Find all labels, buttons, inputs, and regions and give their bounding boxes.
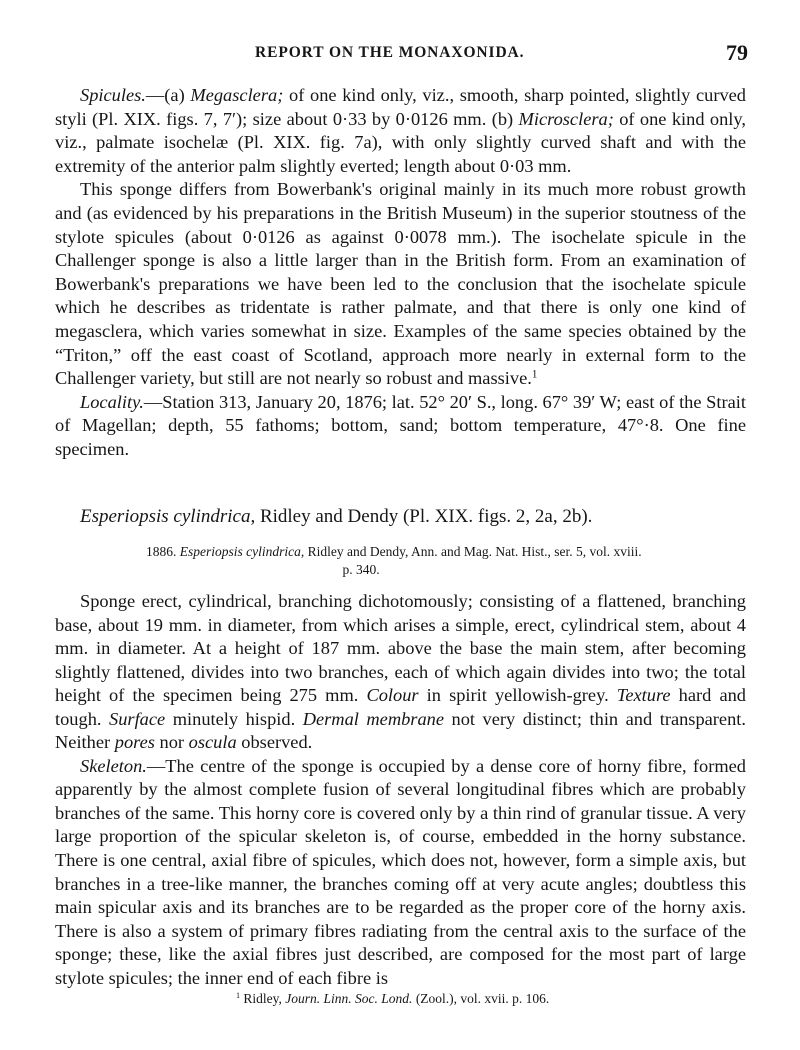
oscula-label: oscula	[188, 732, 237, 753]
texture-text: hard and tough.	[55, 685, 746, 729]
nor-text: nor	[154, 732, 189, 753]
description-paragraph	[55, 590, 746, 755]
footnote-rest: (Zool.), vol. xvii. p. 106.	[412, 991, 550, 1006]
surface-label: Surface	[109, 708, 166, 729]
dermal-text: not very distinct; thin and transparent. Neither	[55, 708, 747, 753]
pores-label: pores	[114, 732, 155, 753]
texture-label: Texture	[616, 685, 671, 706]
synonymy-citation	[146, 543, 746, 579]
footnote-ref: 1	[531, 368, 538, 381]
synonymy-citation-text: Ridley and Dendy, Ann. and Mag. Nat. Hist., ser. 5, vol. xviii.	[304, 544, 642, 559]
skeleton-label: Skeleton.	[80, 755, 147, 776]
dermal-membrane-label: Dermal membrane	[302, 708, 445, 729]
species-heading	[80, 505, 760, 529]
running-header: REPORT ON THE MONAXONIDA.	[255, 44, 525, 61]
skeleton-text: —The centre of the sponge is occupied by a dense core of horny fibre, formed apparently by the almost complete fusion of several longitudinal fibres which are probably branches of the same. This horny core is covered only by a thin rind of granular tissue. A very large proportion of the spicular skeleton is, of course, embedded in the horny substance. There is one central, axial fibre of spicules, which does not, however, form a simple axis, but branches in a tree-like manner, the branches coming off at very acute angles; doubtless this main spicular axis and its branches are to be regarded as the proper core of the horny axis. There is also a system of primary fibres radiating from the central axis to the surface of the sponge; these, like the axial fibres just described, are composed for the most part of large stylote spicules; the inner end of each fibre is	[55, 755, 746, 988]
locality-paragraph	[55, 391, 746, 462]
surface-text: minutely hispid.	[165, 708, 303, 729]
microsclera-label: Microsclera;	[518, 108, 614, 129]
synonymy-name: Esperiopsis cylindrica,	[179, 544, 305, 559]
spicules-label: Spicules.	[80, 85, 146, 105]
species-authority: Ridley and Dendy (Pl. XIX. figs. 2, 2a, 2b).	[255, 506, 593, 527]
spicules-dash: —(a)	[145, 85, 191, 105]
skeleton-paragraph	[55, 755, 746, 990]
spicules-paragraph	[55, 84, 746, 178]
species-name: Esperiopsis cylindrica,	[80, 506, 256, 527]
locality-text: —Station 313, January 20, 1876; lat. 52° 20′ S., long. 67° 39′ W; east of the Strait of Magellan; depth, 55 fathoms; bottom, sand; bottom temperature, 47°·8. One fine specimen.	[55, 391, 746, 459]
spicules-text-2: of one kind only, viz., palmate isochelæ (Pl. XIX. fig. 7a), with only slightly curved shaft and with the extremity of the anterior palm slightly everted; length about 0·03 mm.	[55, 108, 746, 176]
lower-body-text	[55, 590, 746, 990]
page-number: 79	[726, 40, 748, 65]
description-text: Sponge erect, cylindrical, branching dichotomously; consisting of a flattened, branching base, about 19 mm. in diameter, from which arises a simple, erect, cylindrical stem, about 4 mm. in diameter. At a height of 187 mm. above the base the main stem, after becoming slightly flattened, divides into two branches, each of which again divides into two; the total height of the specimen being 275 mm.	[55, 591, 746, 706]
synonymy-page: p. 340.	[342, 562, 380, 577]
megasclera-label: Megasclera;	[190, 85, 284, 105]
synonymy-year: 1886.	[146, 544, 180, 559]
spicules-text-1: of one kind only, viz., smooth, sharp pointed, slightly curved styli (Pl. XIX. figs. 7, 7′); size about 0·33 by 0·0126 mm. (b)	[55, 85, 746, 129]
footnote	[236, 990, 549, 1008]
upper-body-text	[55, 84, 746, 462]
locality-label: Locality.	[80, 391, 144, 412]
footnote-author: Ridley,	[240, 991, 286, 1006]
colour-text: in spirit yellowish-grey.	[418, 685, 617, 706]
description-end: observed.	[236, 732, 313, 753]
footnote-marker: 1	[236, 991, 241, 1001]
colour-label: Colour	[366, 685, 419, 706]
comparison-paragraph	[55, 178, 746, 390]
comparison-text: This sponge differs from Bowerbank's original mainly in its much more robust growth and (as evidenced by his preparations in the British Museum) in the superior stoutness of the stylote spicules (about 0·0126 as against 0·0078 mm.). The isochelate spicule in the Challenger sponge is also a little larger than in the British form. From an examination of Bowerbank's preparations we have been led to the conclusion that the isochelate spicule which he describes as tridentate is rather palmate, and that there is only one kind of megasclera, which varies somewhat in size. Examples of the same species obtained by the “Triton,” off the east coast of Scotland, approach more nearly in external form to the Challenger variety, but still are not nearly so robust and massive.	[55, 179, 746, 389]
footnote-journal: Journ. Linn. Soc. Lond.	[285, 991, 413, 1006]
